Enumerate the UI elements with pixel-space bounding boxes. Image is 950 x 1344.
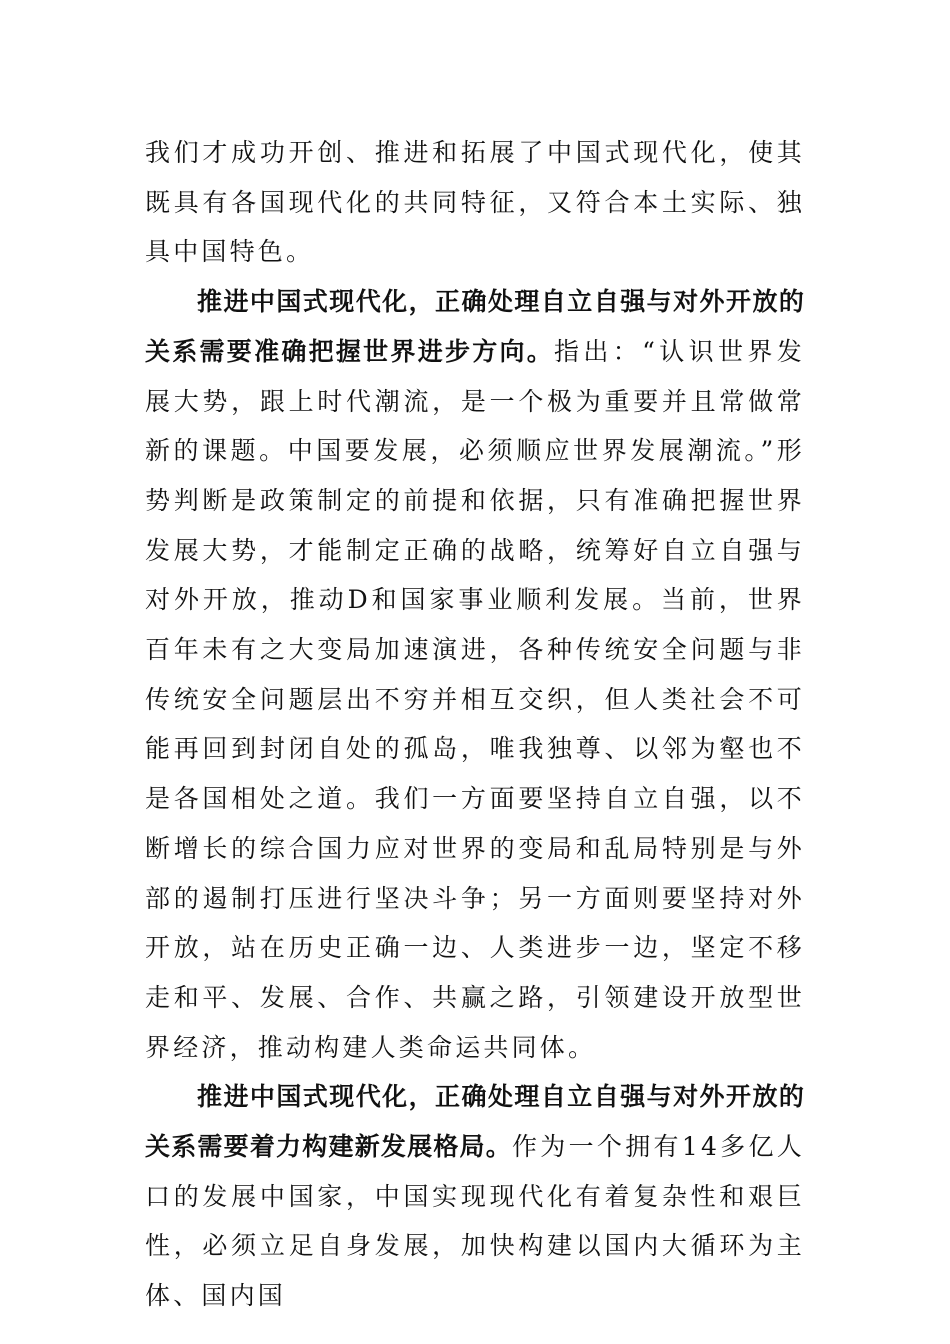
- paragraph-text: 我们才成功开创、推进和拓展了中国式现代化，使其既具有各国现代化的共同特征，又符合本土实际、独具中国特色。: [145, 138, 805, 267]
- paragraph-world-direction: [145, 277, 805, 1072]
- paragraph-lead: 推进中国式现代化，正确处理自立自强与对外开放的关系需要准确把握世界进步方向。: [145, 287, 805, 366]
- paragraph-text: 作为一个拥有14多亿人口的发展中国家，中国实现现代化有着复杂性和艰巨性，必须立足自身发展，加快构建以国内大循环为主体、国内国: [145, 1132, 806, 1311]
- paragraph-lead: 推进中国式现代化，正确处理自立自强与对外开放的关系需要着力构建新发展格局。: [145, 1082, 805, 1162]
- paragraph-development-pattern: [145, 1072, 805, 1321]
- document-page: [145, 128, 805, 1328]
- paragraph-continuation: [145, 128, 805, 277]
- paragraph-text: 指出：“认识世界发展大势，跟上时代潮流，是一个极为重要并且常做常新的课题。中国要发展，必须顺应世界发展潮流。”形势判断是政策制定的前提和依据，只有准确把握世界发展大势，才能制定正确的战略，统筹好自立自强与对外开放，推动D和国家事业顺利发展。当前，世界百年未有之大变局加速演进，各种传统安全问题与非传统安全问题层出不穷并相互交织，但人类社会不可能再回到封闭自处的孤岛，唯我独尊、以邻为壑也不是各国相处之道。我们一方面要坚持自立自强，以不断增长的综合国力应对世界的变局和乱局特别是与外部的遏制打压进行坚决斗争；另一方面则要坚持对外开放，站在历史正确一边、人类进步一边，坚定不移走和平、发展、合作、共赢之路，引领建设开放型世界经济，推动构建人类命运共同体。: [145, 336, 805, 1062]
